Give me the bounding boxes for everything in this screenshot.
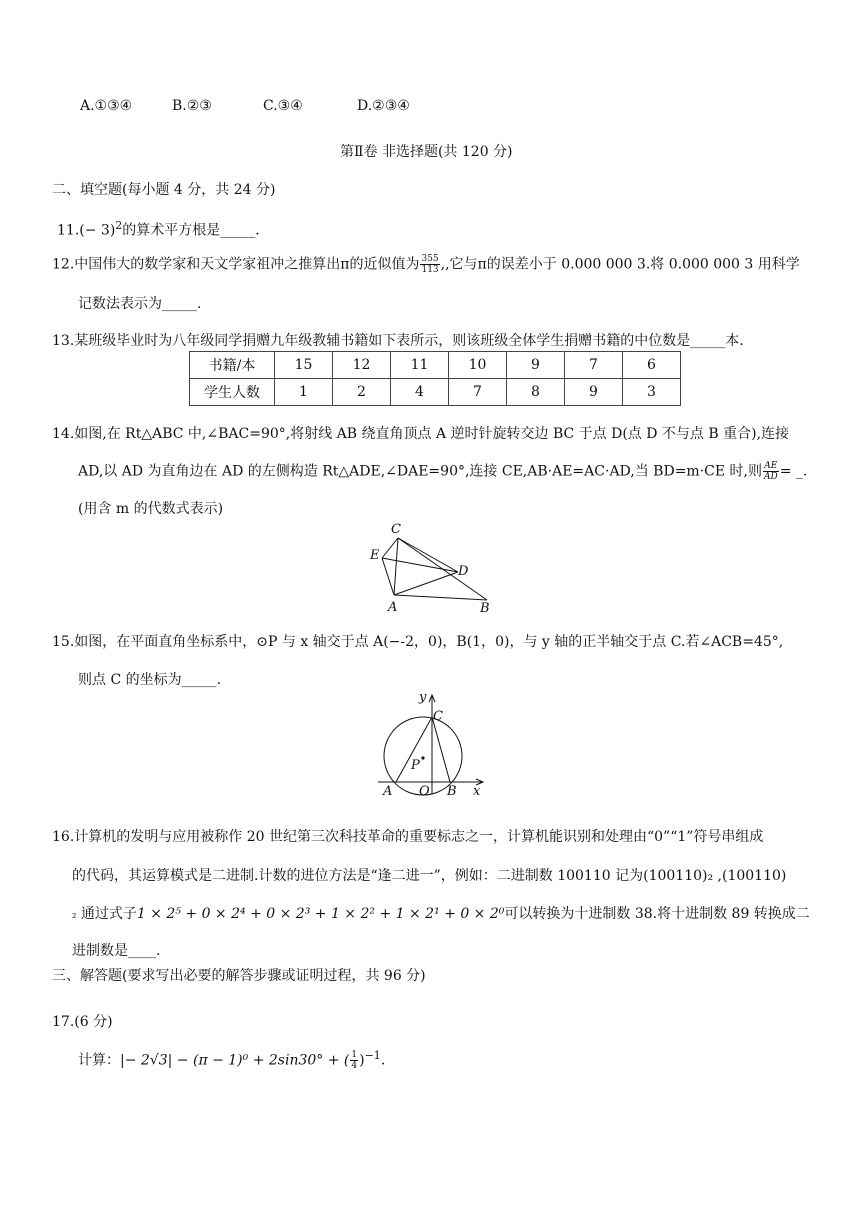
label-c: C [433, 709, 443, 724]
choice-b: B.②③ [172, 98, 212, 114]
q17-fraction [350, 1050, 358, 1071]
q14-frac-num: AE [764, 461, 778, 471]
choice-a: A.①③④ [80, 98, 133, 114]
q17-frac-den: 4 [351, 1061, 358, 1072]
books-table [189, 351, 681, 406]
segment-ec [382, 538, 398, 558]
q11-prefix: 11. [57, 222, 80, 239]
part2-heading: 二、填空题(每小题 4 分，共 24 分) [52, 182, 276, 198]
q16-formula: 1 × 2⁵ + 0 × 2⁴ + 0 × 2³ + 1 × 2² + 1 × 2¹ + 0 × 2⁰ [136, 906, 505, 922]
q14-line2-end: = _. [779, 463, 808, 480]
question-17 [78, 1046, 385, 1071]
table-cell: 1 [275, 379, 333, 406]
q17-frac-num: 1 [351, 1050, 358, 1061]
label-a: A [383, 784, 393, 799]
table-cell: 11 [391, 352, 449, 379]
segment-ab [394, 595, 487, 600]
q14-line3: (用含 m 的代数式表示) [78, 501, 224, 517]
segment-ac [394, 538, 398, 595]
label-x: x [473, 784, 481, 799]
label-c: C [391, 522, 401, 537]
question-14: 14.如图,在 Rt△ABC 中,∠BAC=90°,将射线 AB 绕直角顶点 A 逆时针旋转交边 BC 于点 D(点 D 不与点 B 重合),连接 [52, 426, 790, 442]
table-row [190, 352, 681, 379]
q15-line2: 则点 C 的坐标为_____. [78, 672, 222, 688]
q12-fraction [420, 254, 439, 275]
q17-exponent: −1 [364, 1049, 381, 1062]
table-cell: 15 [275, 352, 333, 379]
segment-ad [394, 572, 458, 595]
label-d: D [458, 564, 469, 579]
q14-fraction [763, 461, 779, 482]
table-cell: 9 [507, 352, 565, 379]
table-cell: 12 [333, 352, 391, 379]
choice-d: D.②③④ [357, 98, 410, 114]
table-cell: 9 [565, 379, 623, 406]
table-header-cell: 学生人数 [190, 379, 275, 406]
table-cell: 8 [507, 379, 565, 406]
q17-label: 计算： [78, 1052, 120, 1069]
q14-line2 [78, 461, 807, 482]
label-e: E [370, 548, 380, 563]
label-b: B [480, 601, 490, 616]
q12-text-end: ,,它与π的误差小于 0.000 000 3.将 0.000 000 3 用科学 [440, 256, 800, 273]
q16-subscript: ₂ [72, 908, 77, 921]
q11-text: 的算术平方根是_____. [122, 222, 260, 239]
question-12 [52, 254, 800, 275]
question-11 [57, 216, 260, 241]
q17-end: . [380, 1052, 386, 1069]
q11-exponent: 2 [115, 219, 123, 232]
q16-line3-text: 通过式子 [76, 906, 137, 922]
q12-text-start: 12.中国伟大的数学家和天文学家祖冲之推算出π的近似值为 [52, 256, 420, 273]
segment-bc [432, 717, 450, 782]
q12-frac-den: 113 [421, 265, 439, 275]
label-p: P [411, 758, 420, 773]
part3-heading: 三、解答题(要求写出必要的解答步骤或证明过程，共 96 分) [52, 968, 426, 984]
q14-line2-text: AD,以 AD 为直角边在 AD 的左侧构造 Rt△ADE,∠DAE=90°,连接 CE,AB·AE=AC·AD,当 BD=m·CE 时,则 [78, 463, 762, 480]
table-cell: 6 [623, 352, 681, 379]
table-cell: 3 [623, 379, 681, 406]
center-point [421, 756, 424, 759]
table-cell: 4 [391, 379, 449, 406]
question-16: 16.计算机的发明与应用被称作 20 世纪第三次科技革命的重要标志之一，计算机能识别和处理由“0”“1”符号串组成 [52, 829, 764, 845]
triangle-figure [362, 520, 502, 616]
table-cell: 10 [449, 352, 507, 379]
q17-close-paren: ) [359, 1052, 365, 1069]
choice-c: C.③④ [263, 98, 303, 114]
table-row [190, 379, 681, 406]
segment-ae [382, 558, 394, 595]
q16-line3 [72, 904, 810, 925]
q12-frac-num: 355 [421, 254, 439, 264]
q16-line4: 进制数是____. [72, 943, 161, 959]
q16-line3-end: 可以转换为十进制数 38.将十进制数 89 转换成二 [504, 906, 810, 922]
table-cell: 2 [333, 379, 391, 406]
label-o: O [419, 784, 430, 799]
table-header-cell: 书籍/本 [190, 352, 275, 379]
label-y: y [419, 690, 427, 705]
table-cell: 7 [449, 379, 507, 406]
label-b: B [447, 784, 457, 799]
q11-expression: (− 3) [79, 222, 116, 239]
section-title: 第Ⅱ卷 非选择题(共 120 分) [340, 144, 513, 160]
circle-figure [372, 690, 492, 802]
label-a: A [388, 600, 398, 615]
table-cell: 7 [565, 352, 623, 379]
q14-frac-den: AD [763, 472, 778, 482]
q12-line2: 记数法表示为_____. [78, 296, 202, 312]
question-13: 13.某班级毕业时为八年级同学捐赠九年级教辅书籍如下表所示，则该班级全体学生捐赠书籍的中位数是_____本. [52, 333, 744, 349]
question-15: 15.如图，在平面直角坐标系中，⊙P 与 x 轴交于点 A(−-2，0)，B(1，0)，与 y 轴的正半轴交于点 C.若∠ACB=45°, [52, 634, 784, 650]
q16-line2: 的代码，其运算模式是二进制.计数的进位方法是“逢二进一”，例如：二进制数 100110 记为(100110)₂ ,(100110) [72, 868, 787, 884]
question-17-title: 17.(6 分) [52, 1014, 113, 1030]
q17-expression: |− 2√3| − (π − 1)⁰ + 2sin30° + ( [120, 1052, 350, 1069]
